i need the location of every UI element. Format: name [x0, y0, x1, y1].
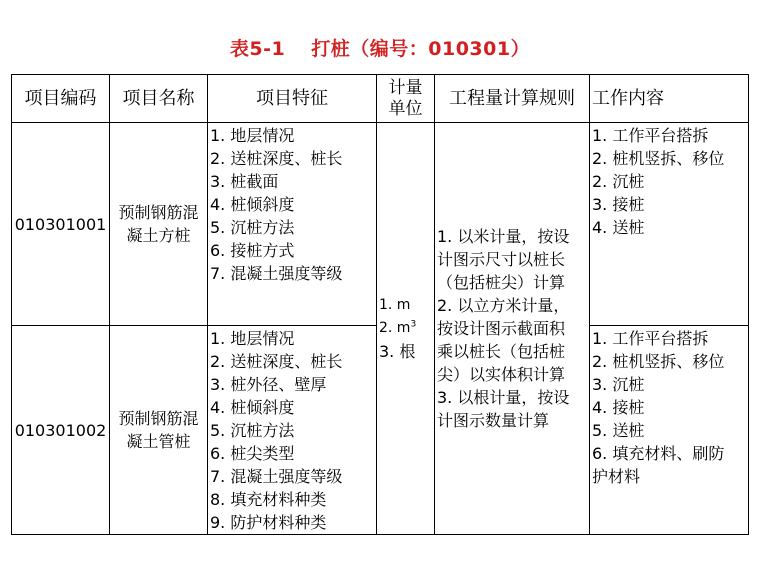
item-features: 1. 地层情况 2. 送桩深度、桩长 3. 桩外径、壁厚 4. 桩倾斜度 5. 沉桩方法 6. 桩尖类型 7. 混凝土强度等级 8. 填充材料种类 9. 防护材料种类: [208, 326, 377, 535]
work-content: 1. 工作平台搭拆 2. 桩机竖拆、移位 3. 沉桩 4. 接桩 5. 送桩 6. 填充材料、刷防 护材料: [590, 326, 749, 535]
header-unit: [377, 75, 435, 123]
item-code: 010301001: [12, 123, 110, 326]
bill-of-quantities-table: [11, 74, 749, 535]
header-row: [12, 75, 749, 123]
header-features: 项目特征: [208, 75, 377, 123]
header-code: 项目编码: [12, 75, 110, 123]
unit-meter: 1. m: [379, 297, 411, 313]
item-name: 预制钢筋混 凝土管桩: [110, 326, 208, 535]
calculation-rules: 1. 以米计量，按设 计图示尺寸以桩长 （包括桩尖）计算 2. 以立方米计量， 按设计图示截面积 乘以桩长（包括桩 尖）以实体积计算 3. 以根计量，按设 计图示数量计算: [435, 123, 590, 535]
table-row: [12, 123, 749, 326]
table-number: 表5-1: [229, 38, 286, 60]
table-title: [0, 34, 760, 61]
item-features: 1. 地层情况 2. 送桩深度、桩长 3. 桩截面 4. 桩倾斜度 5. 沉桩方法 6. 接桩方式 7. 混凝土强度等级: [208, 123, 377, 326]
unit-cell: [377, 123, 435, 535]
unit-cubic-meter: 2. $m^3$: [379, 319, 417, 336]
header-rules: 工程量计算规则: [435, 75, 590, 123]
table-caption: 打桩（编号：010301）: [311, 38, 531, 60]
work-content: 1. 工作平台搭拆 2. 桩机竖拆、移位 2. 沉桩 3. 接桩 4. 送桩: [590, 123, 749, 326]
header-unit-text: 计量单位: [388, 77, 423, 119]
unit-count: 3. 根: [379, 342, 416, 361]
item-code: 010301002: [12, 326, 110, 535]
header-name: 项目名称: [110, 75, 208, 123]
item-name: 预制钢筋混 凝土方桩: [110, 123, 208, 326]
header-work: 工作内容: [590, 75, 749, 123]
